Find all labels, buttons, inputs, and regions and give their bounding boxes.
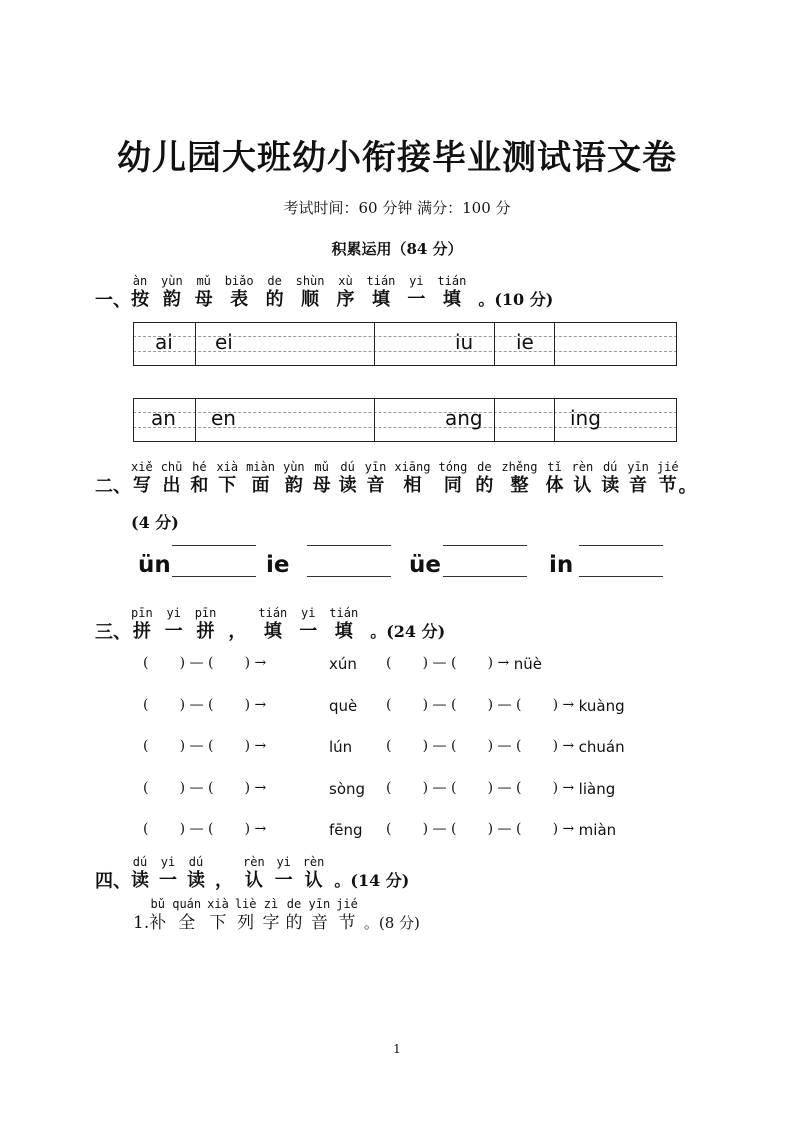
- pinyin-annotated-char: [339, 460, 357, 498]
- pinyin-text: rèn: [302, 855, 325, 869]
- answer-blank[interactable]: [172, 545, 256, 546]
- vowel-grid-row-2: [133, 398, 677, 442]
- pinyin-annotated-char: [266, 274, 284, 312]
- hanzi-char: 写: [132, 475, 151, 496]
- q4-words: [131, 855, 334, 893]
- pinyin-annotated-char: [190, 460, 208, 498]
- pinyin-annotated-char: [215, 855, 233, 893]
- hanzi-char: 下: [209, 913, 227, 933]
- hanzi-char: 母: [194, 289, 213, 310]
- pinyin-annotated-char: [657, 460, 679, 498]
- pinyin-annotated-char: [438, 460, 467, 498]
- hanzi-char: 节: [338, 913, 356, 933]
- hanzi-char: ，: [228, 621, 247, 642]
- section-subhead: 积累运用（84 分）: [331, 240, 463, 258]
- pinyin-text: jié: [336, 897, 358, 911]
- spelling-answer: què: [329, 697, 358, 715]
- spelling-answer: miàn: [578, 821, 617, 839]
- q2-number: 二、: [95, 476, 131, 497]
- pinyin-annotated-char: [159, 855, 177, 893]
- pinyin-text: tián: [329, 606, 359, 620]
- q4-score: 。(14 分): [334, 871, 410, 890]
- q3-score: 。(24 分): [370, 622, 446, 641]
- pinyin-annotated-char: [195, 274, 213, 312]
- pinyin-text: rèn: [243, 855, 265, 869]
- pinyin-text: yùn: [161, 274, 183, 288]
- pinyin-text: àn: [132, 274, 148, 288]
- pinyin-text: pīn: [194, 606, 217, 620]
- pinyin-text: yi: [160, 855, 176, 869]
- pinyin-text: de: [477, 460, 492, 474]
- spelling-answer: chuán: [578, 738, 625, 756]
- pinyin-text: xià: [216, 460, 239, 474]
- answer-blank[interactable]: [443, 576, 527, 577]
- spelling-row-1: ( ) — ( ) → xún ( ) — ( ) → nüè: [143, 655, 542, 673]
- hanzi-char: ，: [215, 870, 233, 891]
- q4-sub-words: [149, 897, 364, 935]
- q2-score: (4 分): [131, 513, 179, 532]
- pinyin-text: yi: [276, 855, 291, 869]
- spelling-row-3: ( ) — ( ) → lún ( ) — ( ) — ( ) → chuán: [143, 738, 625, 756]
- q2-item-in: in: [549, 552, 574, 578]
- hanzi-char: 读: [187, 870, 205, 891]
- pinyin-annotated-char: [161, 274, 183, 312]
- hanzi-char: 整: [510, 475, 529, 496]
- page-title: 幼儿园大班幼小衔接毕业测试语文卷: [117, 138, 677, 178]
- hanzi-char: 顺: [301, 289, 320, 310]
- pinyin-annotated-char: [437, 274, 466, 312]
- hanzi-char: 列: [237, 913, 255, 933]
- pinyin-text: tóng: [438, 460, 468, 474]
- q1-heading: [95, 274, 553, 312]
- pinyin-annotated-char: [283, 460, 305, 498]
- pinyin-annotated-char: [225, 274, 254, 312]
- spelling-answer: sòng: [329, 780, 366, 798]
- q2-item-ue: üe: [409, 552, 441, 578]
- answer-blank[interactable]: [443, 545, 527, 546]
- pinyin-annotated-char: [165, 606, 183, 644]
- hanzi-char: 认: [304, 870, 323, 891]
- pinyin-text: yùn: [282, 460, 305, 474]
- answer-blank[interactable]: [172, 576, 256, 577]
- pinyin-annotated-char: [161, 460, 183, 498]
- page-number: 1: [393, 1042, 401, 1056]
- pinyin-annotated-char: [216, 460, 238, 498]
- pinyin-text: bǔ: [150, 897, 165, 911]
- pinyin-text: biǎo: [224, 274, 254, 288]
- hanzi-char: 母: [312, 475, 331, 496]
- answer-blank[interactable]: [579, 545, 663, 546]
- pinyin-annotated-char: [546, 460, 564, 498]
- q4-subitem-1: [133, 897, 420, 935]
- q3-heading: [95, 606, 445, 644]
- q4-number: 四、: [95, 871, 131, 892]
- pinyin-text: chū: [160, 460, 183, 474]
- pinyin-annotated-char: [228, 606, 246, 644]
- hanzi-char: 一: [164, 621, 183, 642]
- exam-meta: 考试时间：60 分钟 满分：100 分: [283, 199, 511, 217]
- q2-words: [131, 460, 687, 498]
- vowel-an: an: [151, 406, 176, 430]
- pinyin-text: mǔ: [196, 274, 211, 288]
- pinyin-annotated-char: [131, 274, 149, 312]
- hanzi-char: 同: [443, 475, 462, 496]
- hanzi-char: 认: [244, 870, 263, 891]
- pinyin-text: yi: [409, 274, 424, 288]
- pinyin-annotated-char: [337, 274, 355, 312]
- pinyin-annotated-char: [187, 855, 205, 893]
- pinyin-annotated-char: [501, 460, 537, 498]
- pinyin-text: [220, 855, 227, 869]
- spelling-answer: liàng: [578, 780, 616, 798]
- pinyin-text: dú: [340, 460, 355, 474]
- pinyin-text: shùn: [295, 274, 325, 288]
- hanzi-char: 填: [334, 621, 353, 642]
- pinyin-text: jié: [656, 460, 679, 474]
- q2-item-un: ün: [138, 552, 171, 578]
- spelling-row-2: ( ) — ( ) → què ( ) — ( ) — ( ) → kuàng: [143, 697, 625, 715]
- vowel-ie: ie: [516, 330, 534, 354]
- q4-sub-number: 1.: [133, 913, 150, 933]
- pinyin-text: yi: [301, 606, 316, 620]
- answer-blank[interactable]: [307, 545, 391, 546]
- vowel-ei: ei: [215, 330, 233, 354]
- vowel-en: en: [211, 406, 236, 430]
- hanzi-char: 一: [274, 870, 293, 891]
- pinyin-text: de: [267, 274, 282, 288]
- pinyin-text: de: [286, 897, 302, 911]
- hanzi-char: 按: [131, 289, 149, 310]
- hanzi-char: 补: [149, 913, 167, 933]
- pinyin-annotated-char: [313, 460, 331, 498]
- hanzi-char: 拼: [132, 621, 151, 642]
- hanzi-char: 韵: [162, 289, 181, 310]
- spelling-answer: nüè: [513, 655, 542, 673]
- pinyin-annotated-char: [475, 460, 493, 498]
- hanzi-char: 出: [162, 475, 181, 496]
- hanzi-char: 音: [366, 475, 385, 496]
- pinyin-annotated-char: [263, 897, 280, 935]
- pinyin-annotated-char: [365, 460, 387, 498]
- pinyin-annotated-char: [258, 606, 287, 644]
- pinyin-annotated-char: [235, 897, 257, 935]
- hanzi-char: 的: [475, 475, 494, 496]
- pinyin-text: zì: [263, 897, 279, 911]
- pinyin-text: xià: [207, 897, 229, 911]
- pinyin-annotated-char: [296, 274, 325, 312]
- hanzi-char: 音: [629, 475, 648, 496]
- hanzi-char: 和: [190, 475, 209, 496]
- answer-blank[interactable]: [579, 576, 663, 577]
- hanzi-char: 填: [371, 289, 390, 310]
- pinyin-text: tián: [366, 274, 396, 288]
- q1-number: 一、: [95, 290, 131, 311]
- pinyin-text: quán: [172, 897, 202, 911]
- pinyin-annotated-char: [246, 460, 275, 498]
- vowel-ai: ai: [155, 330, 173, 354]
- pinyin-text: yīn: [627, 460, 649, 474]
- pinyin-text: xù: [338, 274, 353, 288]
- pinyin-annotated-char: [172, 897, 201, 935]
- pinyin-annotated-char: [131, 460, 153, 498]
- pinyin-text: tián: [258, 606, 288, 620]
- pinyin-text: dú: [132, 855, 148, 869]
- pinyin-text: dú: [188, 855, 204, 869]
- pinyin-annotated-char: [367, 274, 396, 312]
- spelling-answer: kuàng: [578, 697, 625, 715]
- pinyin-text: dú: [602, 460, 618, 474]
- answer-blank[interactable]: [307, 576, 391, 577]
- pinyin-text: yīn: [364, 460, 387, 474]
- hanzi-char: 读: [338, 475, 357, 496]
- hanzi-char: 填: [442, 289, 461, 310]
- hanzi-char: 韵: [284, 475, 303, 496]
- hanzi-char: 的: [265, 289, 284, 310]
- hanzi-char: 字: [262, 913, 280, 933]
- vowel-iu: iu: [455, 330, 474, 354]
- pinyin-text: xiāng: [394, 460, 431, 474]
- pinyin-annotated-char: [572, 460, 594, 498]
- vowel-ing: ing: [570, 406, 601, 430]
- hanzi-char: 表: [230, 289, 249, 310]
- q3-words: [131, 606, 370, 644]
- pinyin-annotated-char: [627, 460, 649, 498]
- pinyin-annotated-char: [275, 855, 293, 893]
- hanzi-char: 体: [545, 475, 564, 496]
- pinyin-annotated-char: [149, 897, 166, 935]
- hanzi-char: 相: [403, 475, 422, 496]
- q1-words: [131, 274, 478, 312]
- pinyin-annotated-char: [329, 606, 358, 644]
- pinyin-annotated-char: [131, 855, 149, 893]
- pinyin-annotated-char: [309, 897, 331, 935]
- q4-sub-score: 。(8 分): [363, 914, 420, 932]
- hanzi-char: 读: [131, 870, 149, 891]
- hanzi-char: 的: [285, 913, 303, 933]
- pinyin-text: tián: [437, 274, 467, 288]
- pinyin-annotated-char: [131, 606, 153, 644]
- spelling-row-4: ( ) — ( ) → sòng ( ) — ( ) — ( ) → liàng: [143, 780, 616, 798]
- pinyin-annotated-char: [303, 855, 325, 893]
- pinyin-annotated-char: [407, 274, 425, 312]
- hanzi-char: 认: [573, 475, 592, 496]
- pinyin-text: miàn: [246, 460, 275, 474]
- pinyin-annotated-char: [394, 460, 430, 498]
- pinyin-annotated-char: [207, 897, 229, 935]
- hanzi-char: 一: [159, 870, 177, 891]
- pinyin-annotated-char: [601, 460, 619, 498]
- pinyin-text: zhěng: [501, 460, 538, 474]
- hanzi-char: 一: [407, 289, 426, 310]
- pinyin-text: tǐ: [547, 460, 562, 474]
- pinyin-annotated-char: [286, 897, 303, 935]
- pinyin-annotated-char: [195, 606, 217, 644]
- pinyin-text: mǔ: [314, 460, 329, 474]
- pinyin-annotated-char: [336, 897, 358, 935]
- pinyin-annotated-char: [243, 855, 265, 893]
- hanzi-char: 音: [310, 913, 328, 933]
- vowel-grid-row-1: [133, 322, 677, 366]
- pinyin-text: xiě: [131, 460, 153, 474]
- spelling-answer: lún: [329, 738, 353, 756]
- pinyin-text: liè: [234, 897, 257, 911]
- hanzi-char: 面: [251, 475, 270, 496]
- hanzi-char: 一: [299, 621, 318, 642]
- hanzi-char: 拼: [196, 621, 215, 642]
- pinyin-text: rèn: [571, 460, 594, 474]
- q1-score: 。(10 分): [478, 290, 554, 309]
- q2-end-mark: 。: [678, 476, 697, 497]
- q3-number: 三、: [95, 622, 131, 643]
- hanzi-char: 节: [658, 475, 677, 496]
- q4-heading: [95, 855, 409, 893]
- pinyin-text: [234, 606, 241, 620]
- q2-heading: [95, 460, 697, 498]
- hanzi-char: 序: [336, 289, 355, 310]
- pinyin-text: yīn: [308, 897, 331, 911]
- spelling-answer: fēng: [329, 821, 363, 839]
- pinyin-annotated-char: [299, 606, 317, 644]
- hanzi-char: 填: [263, 621, 282, 642]
- spelling-row-5: ( ) — ( ) → fēng ( ) — ( ) — ( ) → miàn: [143, 821, 617, 839]
- spelling-answer: xún: [329, 655, 357, 673]
- hanzi-char: 下: [218, 475, 237, 496]
- vowel-ang: ang: [445, 406, 483, 430]
- hanzi-char: 全: [178, 913, 196, 933]
- hanzi-char: 读: [601, 475, 620, 496]
- q2-item-ie: ie: [266, 552, 290, 578]
- pinyin-text: yi: [166, 606, 181, 620]
- pinyin-text: hé: [192, 460, 207, 474]
- pinyin-text: pīn: [131, 606, 153, 620]
